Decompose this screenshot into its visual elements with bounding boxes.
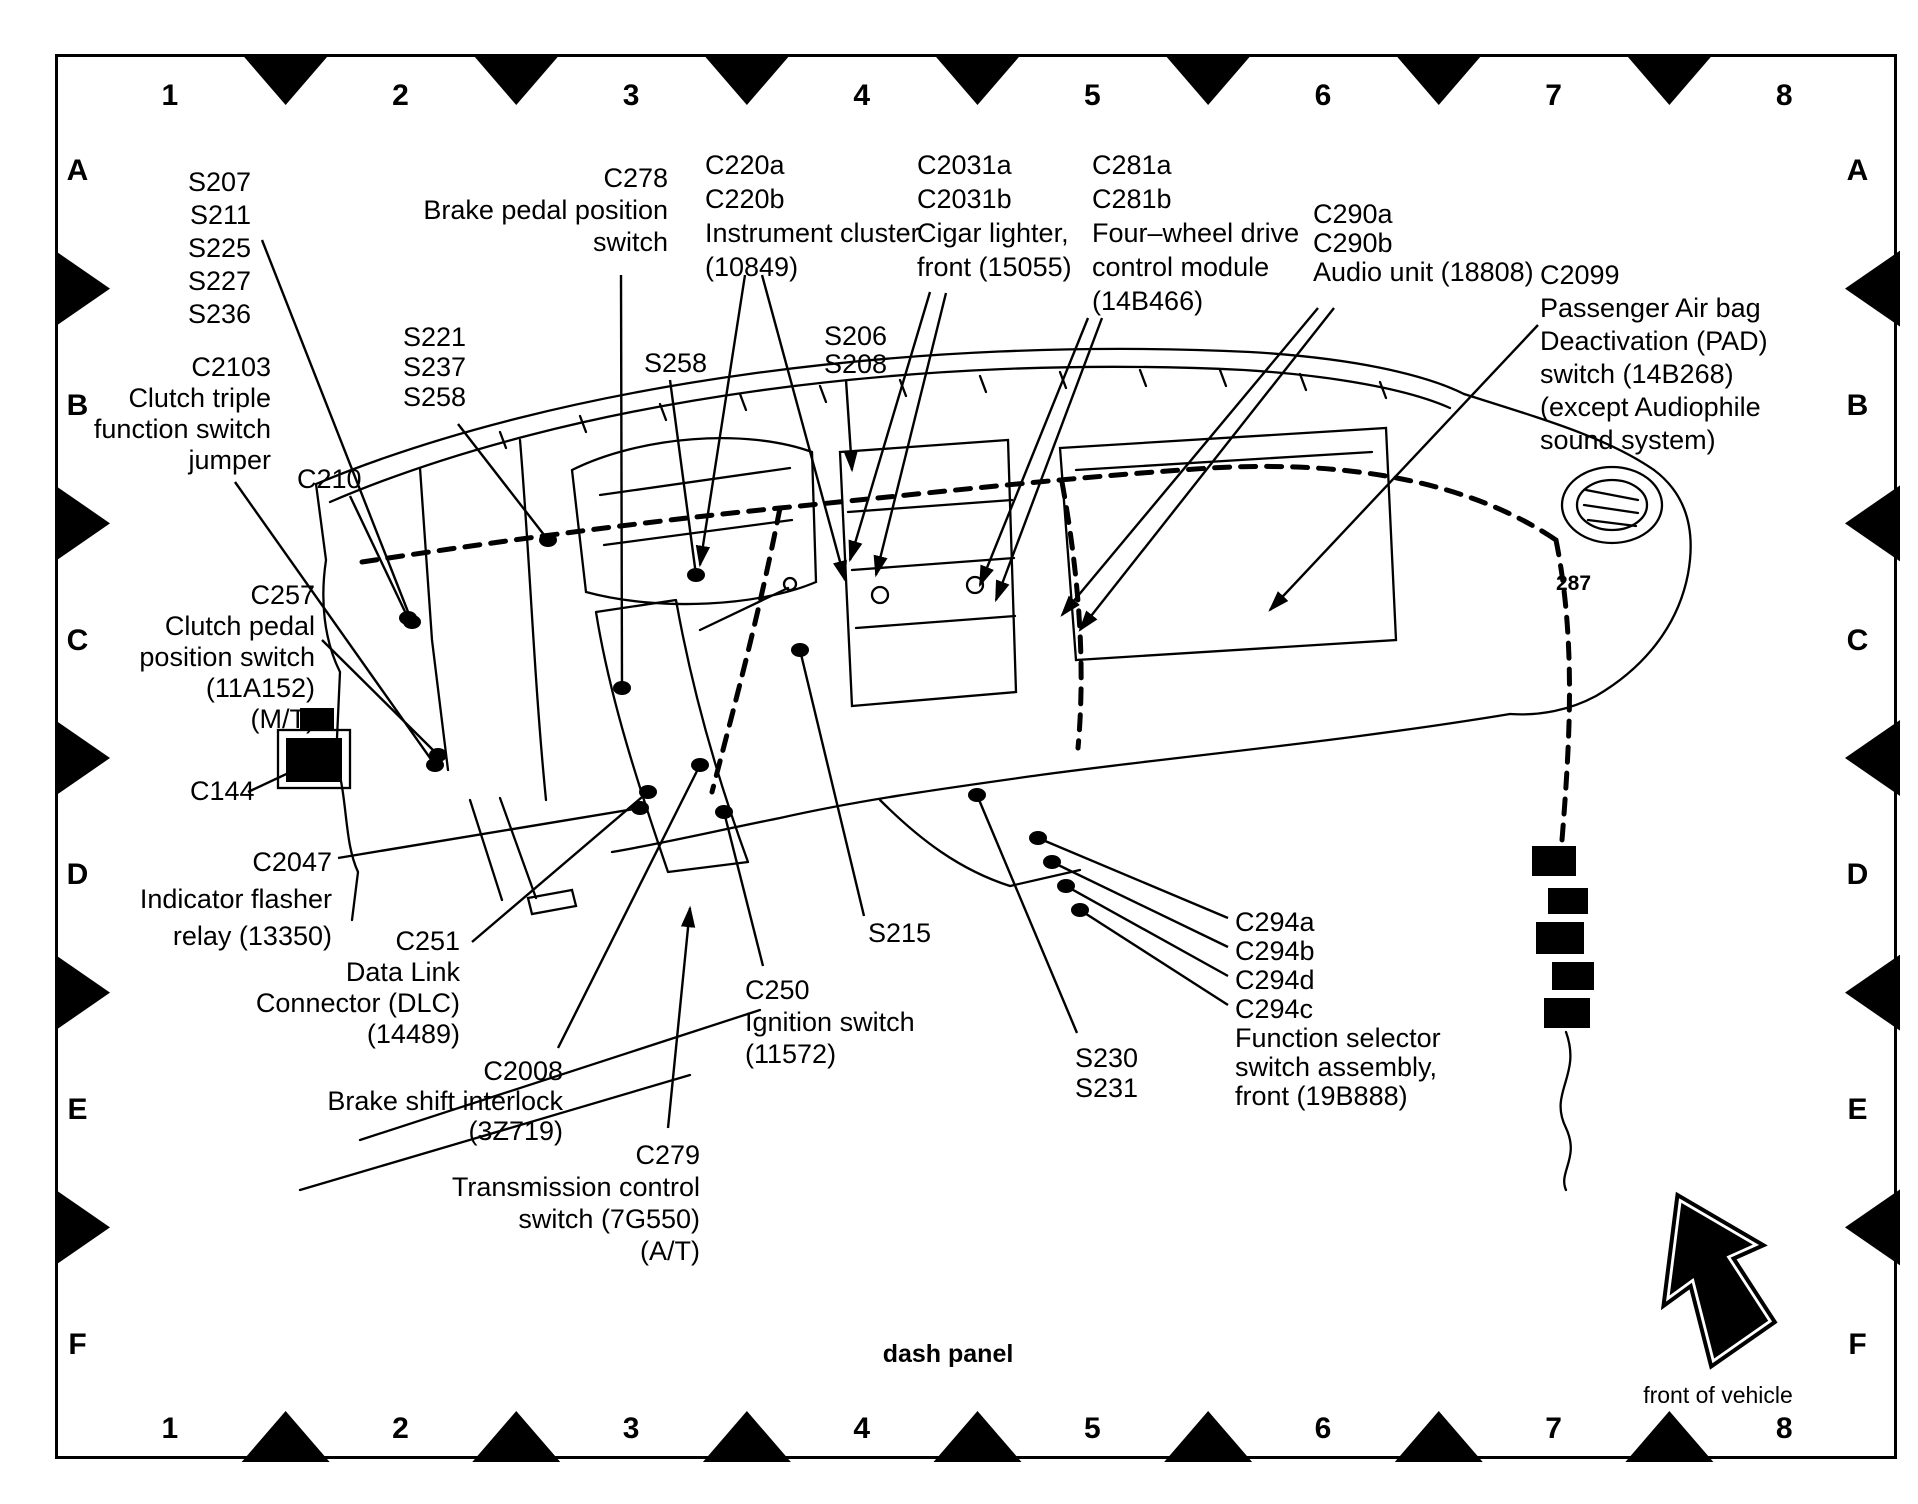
grid-col-label-top-6: 6	[1314, 79, 1333, 112]
callout-line: C250	[745, 975, 810, 1005]
grid-tick-triangle	[1845, 485, 1900, 561]
front-of-vehicle-arrow	[1640, 1186, 1786, 1362]
grid-tick-triangle	[1845, 1189, 1900, 1265]
callout-s207-group	[188, 166, 251, 331]
callout-line: C2031a	[917, 150, 1012, 180]
callout-line: front (19B888)	[1235, 1081, 1408, 1111]
callout-line: S221	[403, 322, 467, 352]
callout-line: front (15055)	[917, 252, 1072, 282]
callout-c2099	[1540, 259, 1768, 457]
grid-col-label-top-5: 5	[1083, 79, 1102, 112]
grid-tick-triangle	[703, 54, 791, 105]
callout-line: Clutch triple	[128, 383, 271, 413]
grid-tick-triangle	[1395, 1411, 1483, 1462]
callout-line: C294b	[1235, 936, 1315, 966]
callout-line: C279	[635, 1140, 700, 1170]
leader-c281-group	[996, 318, 1102, 600]
grid-tick-triangle	[1845, 251, 1900, 327]
callout-line: Connector (DLC)	[255, 988, 460, 1018]
callout-line: Cigar lighter,	[917, 218, 1069, 248]
grid-col-label-top-4: 4	[853, 79, 872, 112]
callout-line: S231	[1075, 1073, 1139, 1103]
leader-c279	[668, 908, 690, 1128]
callout-line: (11572)	[745, 1039, 837, 1069]
art-connector-number: 287	[1556, 572, 1592, 595]
callout-c2103	[94, 352, 271, 476]
callout-line: C290a	[1313, 199, 1393, 229]
grid-row-label-left-F: F	[68, 1327, 88, 1361]
callout-c281-group	[1092, 148, 1299, 318]
center-stack	[840, 440, 1016, 706]
callout-line: (11A152)	[205, 673, 315, 703]
callout-c278	[423, 162, 668, 258]
callout-line: C290b	[1313, 228, 1393, 258]
grid-col-label-top-8: 8	[1775, 79, 1794, 112]
callout-s221-group	[403, 322, 466, 412]
callout-line: (3Z719)	[468, 1116, 563, 1146]
grid-col-label-bottom-1: 1	[161, 1412, 180, 1445]
leader-s206-s208	[846, 380, 852, 470]
leader-c250	[724, 812, 763, 966]
dangling-wire	[1561, 1032, 1571, 1190]
callout-line: S215	[868, 918, 932, 948]
grid-row-label-right-A: A	[1846, 154, 1870, 188]
grid-tick-triangle	[1395, 54, 1483, 105]
callout-line: switch (14B268)	[1540, 359, 1734, 389]
callout-s230-group	[1075, 1043, 1138, 1103]
callout-line: S258	[644, 348, 708, 378]
callout-line: C257	[250, 580, 315, 610]
callout-line: Instrument cluster	[705, 218, 920, 248]
callout-s206-s208	[824, 322, 887, 378]
callout-line: S227	[187, 266, 251, 296]
callout-line: C281a	[1092, 150, 1172, 180]
front-of-vehicle-label: front of vehicle	[1643, 1382, 1793, 1408]
callout-line: sound system)	[1540, 425, 1716, 455]
callout-s258-mid	[644, 348, 707, 378]
grid-tick-triangle	[1164, 54, 1252, 105]
leader-s207-group	[262, 240, 412, 622]
grid-col-label-bottom-7: 7	[1545, 1412, 1563, 1445]
callout-c2008	[327, 1056, 563, 1146]
callout-line: C278	[603, 163, 668, 193]
leader-c278	[621, 275, 622, 688]
callout-line: position switch	[139, 642, 315, 672]
callout-line: relay (13350)	[172, 921, 332, 951]
callout-line: C2099	[1540, 260, 1620, 290]
grid-col-label-top-3: 3	[622, 79, 641, 112]
callout-line: S237	[403, 352, 467, 382]
callout-line: C2103	[191, 352, 271, 382]
grid-col-label-bottom-2: 2	[392, 1412, 410, 1445]
grid-row-label-left-C: C	[66, 623, 90, 657]
callout-line: S206	[824, 321, 888, 351]
callout-line: (M/T)	[250, 704, 315, 734]
leader-c2047	[338, 808, 640, 858]
grid-tick-triangle	[1625, 54, 1713, 105]
callout-line: Transmission control	[451, 1172, 700, 1202]
grid-col-label-bottom-6: 6	[1314, 1412, 1333, 1445]
grid-tick-triangle	[55, 1189, 110, 1265]
callout-line: (10849)	[705, 252, 799, 282]
grid-tick-triangle	[242, 1411, 330, 1462]
grid-tick-triangle	[1845, 720, 1900, 796]
grid-tick-triangle	[55, 720, 110, 796]
grid-tick-triangle	[934, 54, 1022, 105]
shift-lever-knob	[784, 578, 796, 590]
grid-col-label-bottom-4: 4	[853, 1412, 872, 1445]
grid-tick-triangle	[703, 1411, 791, 1462]
grid-tick-triangle	[1164, 1411, 1252, 1462]
dash-lower-edge	[612, 714, 1510, 852]
callout-c250	[745, 974, 915, 1070]
leader-c2099	[1270, 325, 1538, 610]
grid-tick-triangle	[55, 251, 110, 327]
callout-line: C281b	[1092, 184, 1172, 214]
callout-line: (A/T)	[640, 1236, 700, 1266]
steering-column	[596, 588, 788, 872]
grid-col-label-bottom-3: 3	[622, 1412, 641, 1445]
callout-line: C2031b	[917, 184, 1012, 214]
grid-row-label-right-D: D	[1846, 858, 1870, 892]
diagram-title: dash panel	[882, 1340, 1014, 1368]
grid-col-label-top-7: 7	[1545, 79, 1563, 112]
callout-line: Brake shift interlock	[327, 1086, 563, 1116]
grid-row-label-left-B: B	[66, 389, 90, 422]
callout-line: (except Audiophile	[1540, 392, 1761, 422]
grid-col-label-top-1: 1	[161, 79, 180, 112]
grid-row-label-right-F: F	[1848, 1327, 1868, 1361]
grid-col-label-bottom-5: 5	[1083, 1412, 1102, 1445]
callout-line: C210	[297, 464, 362, 494]
callout-line: C220b	[705, 184, 785, 214]
callout-line: switch	[592, 227, 668, 257]
callout-line: function switch	[93, 414, 271, 444]
callout-c251	[256, 926, 460, 1050]
leader-s230-group	[977, 795, 1077, 1033]
callout-line: C294c	[1235, 994, 1314, 1024]
callout-line: Clutch pedal	[164, 611, 315, 641]
grid-tick-triangle	[55, 955, 110, 1031]
grid-row-label-right-E: E	[1847, 1093, 1869, 1126]
callout-line: Audio unit (18808)	[1313, 257, 1534, 287]
leader-s258-mid	[670, 380, 696, 575]
callout-line: (14489)	[366, 1019, 460, 1049]
radio-knob	[872, 587, 888, 603]
callout-s215	[868, 918, 931, 948]
grid-tick-triangle	[1845, 955, 1900, 1031]
leader-c294-group	[1038, 838, 1228, 918]
side-vent-slats	[1584, 490, 1638, 526]
callout-line: Function selector	[1235, 1023, 1441, 1053]
grid-tick-triangle	[55, 485, 110, 561]
grid-tick-triangle	[242, 54, 330, 105]
callout-line: (14B466)	[1092, 286, 1204, 316]
callout-line: S211	[189, 200, 251, 230]
grid-col-label-bottom-8: 8	[1775, 1412, 1794, 1445]
callout-line: S225	[187, 233, 251, 263]
callout-line: S236	[187, 299, 251, 329]
callout-line: C2008	[483, 1056, 563, 1086]
callout-line: C251	[395, 926, 460, 956]
callout-line: jumper	[188, 445, 271, 475]
callout-line: Indicator flasher	[139, 884, 332, 914]
grid-row-label-right-C: C	[1846, 623, 1870, 657]
callout-line: C294a	[1235, 907, 1315, 937]
leader-c290-group	[1062, 308, 1318, 615]
grid-tick-triangle	[472, 54, 560, 105]
callout-line: S258	[403, 382, 467, 412]
harness-branch-left	[712, 508, 780, 792]
grid-row-label-left-D: D	[66, 858, 90, 892]
callout-c210	[297, 464, 362, 494]
leader-c220-group	[700, 275, 745, 565]
callout-line: C2047	[252, 847, 332, 877]
left-frame-lines	[420, 440, 546, 800]
callout-c2031-group	[917, 148, 1072, 284]
right-connector-chain	[1532, 846, 1594, 1028]
callout-line: Deactivation (PAD)	[1540, 326, 1768, 356]
callout-c294-group	[1235, 908, 1441, 1111]
callout-line: S207	[187, 167, 251, 197]
grid-tick-triangle	[934, 1411, 1022, 1462]
callout-line: Passenger Air bag	[1540, 293, 1761, 323]
pedal-lines	[470, 798, 576, 914]
callout-c290-group	[1313, 200, 1534, 287]
callout-c220-group	[705, 148, 920, 284]
grid-tick-triangle	[1625, 1411, 1713, 1462]
callout-line: Brake pedal position	[423, 195, 668, 225]
leader-c294-group	[1080, 910, 1228, 1005]
callout-line: switch (7G550)	[518, 1204, 700, 1234]
callout-line: switch assembly,	[1235, 1052, 1438, 1082]
leader-c294-group	[1066, 886, 1228, 976]
callout-line: C294d	[1235, 965, 1315, 995]
grid-tick-triangle	[472, 1411, 560, 1462]
callout-c144	[190, 776, 255, 806]
glove-box	[1060, 428, 1396, 660]
callout-line: S208	[824, 349, 888, 379]
grid-row-label-left-E: E	[67, 1093, 89, 1126]
callout-line: Ignition switch	[745, 1007, 915, 1037]
callout-line: Data Link	[345, 957, 460, 987]
grid-row-label-left-A: A	[66, 154, 90, 188]
leader-s215	[800, 650, 864, 916]
grid-row-label-right-B: B	[1846, 389, 1870, 422]
callout-line: C220a	[705, 150, 785, 180]
callout-c279	[452, 1139, 700, 1267]
callout-line: C144	[190, 776, 255, 806]
harness-main	[362, 466, 1556, 562]
callout-c257	[139, 580, 315, 735]
callout-line: control module	[1092, 252, 1270, 282]
grid-col-label-top-2: 2	[392, 79, 410, 112]
connector-blobs	[399, 533, 1089, 917]
callout-line: Four–wheel drive	[1092, 218, 1300, 248]
callout-line: S230	[1075, 1043, 1139, 1073]
